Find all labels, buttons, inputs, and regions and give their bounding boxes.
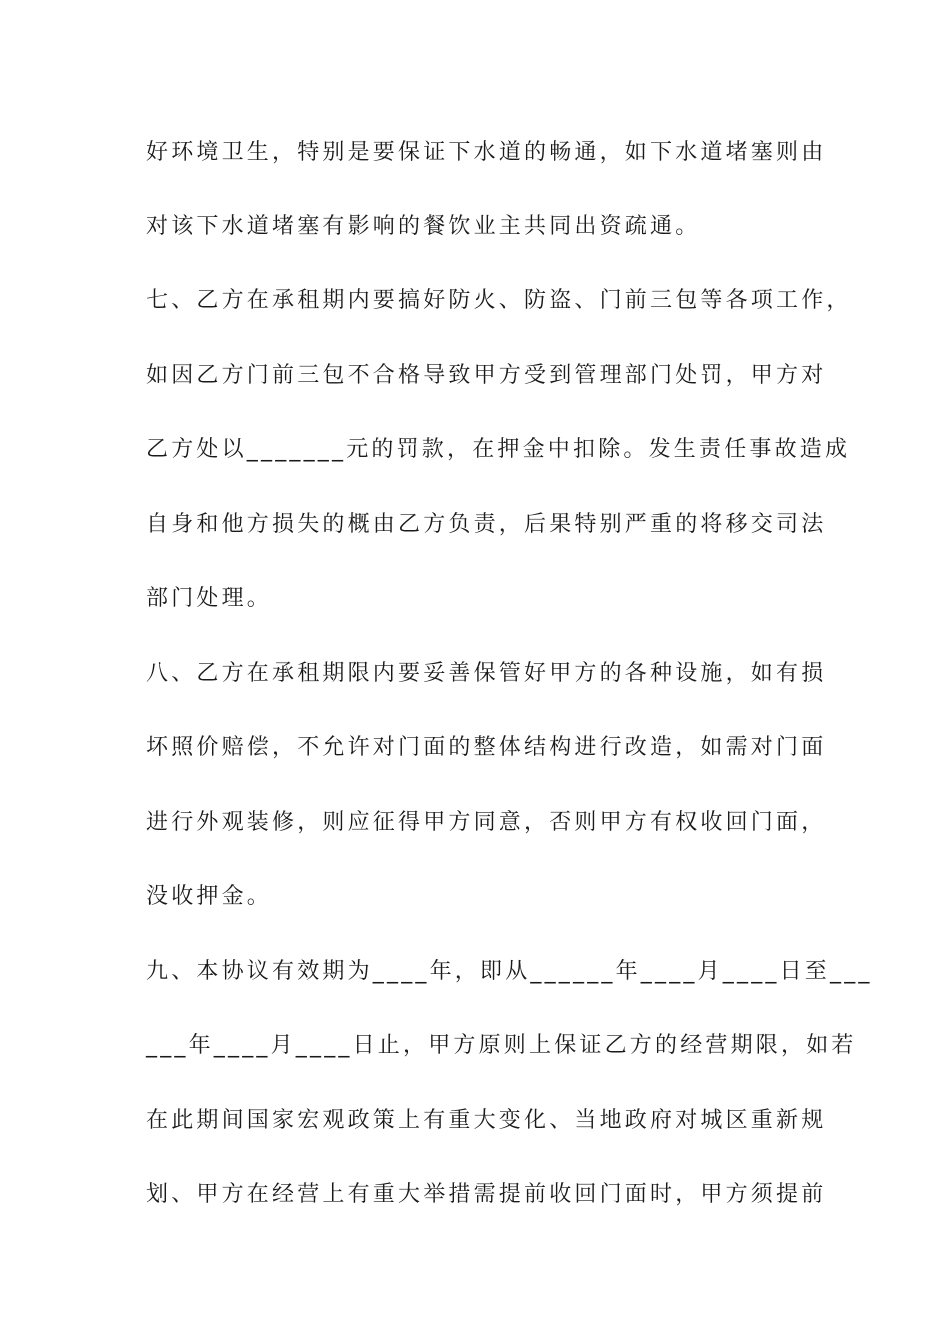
- text-line: 对该下水道堵塞有影响的餐饮业主共同出资疏通。: [146, 214, 701, 239]
- text-line: 在此期间国家宏观政策上有重大变化、当地政府对城区重新规: [146, 1108, 827, 1133]
- text-line: 自身和他方损失的概由乙方负责，后果特别严重的将移交司法: [146, 512, 827, 537]
- text-line: 如因乙方门前三包不合格导致甲方受到管理部门处罚，甲方对: [146, 363, 827, 388]
- text-line: 八、乙方在承租期限内要妥善保管好甲方的各种设施，如有损: [146, 661, 827, 686]
- text-line: 没收押金。: [146, 884, 273, 909]
- text-line: 七、乙方在承租期内要搞好防火、防盗、门前三包等各项工作，: [146, 288, 852, 313]
- text-line: 划、甲方在经营上有重大举措需提前收回门面时，甲方须提前: [146, 1182, 827, 1207]
- text-line: 进行外观装修，则应征得甲方同意，否则甲方有权收回门面，: [146, 810, 827, 835]
- text-line: ___年____月____日止，甲方原则上保证乙方的经营期限，如若: [146, 1033, 857, 1058]
- text-line: 好环境卫生，特别是要保证下水道的畅通，如下水道堵塞则由: [146, 140, 827, 165]
- text-line: 九、本协议有效期为____年，即从______年____月____日至___: [146, 959, 873, 984]
- text-line: 乙方处以_______元的罚款，在押金中扣除。发生责任事故造成: [146, 437, 851, 462]
- text-line: 坏照价赔偿，不允许对门面的整体结构进行改造，如需对门面: [146, 735, 827, 760]
- text-line: 部门处理。: [146, 586, 273, 611]
